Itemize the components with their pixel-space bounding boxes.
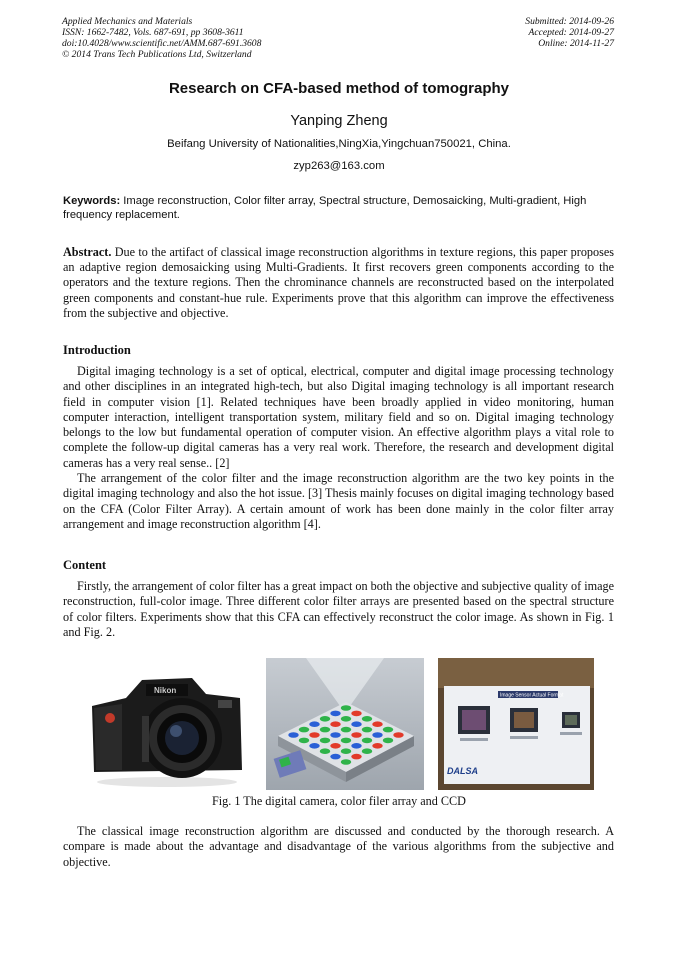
- journal-header-left: [62, 16, 261, 60]
- author-name: Yanping Zheng: [290, 113, 388, 129]
- doi-line: doi:10.4028/www.scientific.net/AMM.687-691.3608: [62, 38, 262, 49]
- bayer-filter-cell: [351, 721, 361, 727]
- abstract-label: Abstract.: [63, 245, 112, 259]
- bayer-filter-cell: [320, 716, 330, 722]
- abstract-text: Due to the artifact of classical image reconstruction algorithms in texture regions, this paper proposes an adaptive region demosaicking using Multi-Gradients. It first recovers green components according to the operators and the texture regions. Then the chrominance channels are reconstructed based on the interpolated green components and constant-hue rule. Experiments prove that this algorithm can improve the effectiveness from the subjective and objective.: [63, 245, 614, 320]
- bayer-filter-cell: [341, 727, 351, 733]
- bayer-filter-cell: [341, 748, 351, 754]
- bayer-filter-cell: [383, 738, 393, 744]
- issn-line: ISSN: 1662-7482, Vols. 687-691, pp 3608-3611: [62, 27, 244, 38]
- bayer-filter-cell: [288, 732, 298, 738]
- journal-header-right: [525, 16, 614, 49]
- introduction-heading: Introduction: [63, 343, 131, 357]
- bayer-filter-cell: [330, 732, 340, 738]
- introduction-section: [63, 343, 614, 532]
- online-date: Online: 2014-11-27: [538, 38, 614, 49]
- bayer-filter-cell: [320, 727, 330, 733]
- introduction-paragraph-2: The arrangement of the color filter and the image reconstruction algorithm are the two key points in the digital imaging technology and also the hot issue. [3] Thesis mainly focuses on digital imaging technology based on the CFA (Color Filter Array). A certain amount of work has been done mainly in the color filter array arrangement and image reconstruction algorithm [4].: [63, 471, 614, 531]
- bayer-filter-cell: [362, 748, 372, 754]
- bayer-filter-cell: [320, 748, 330, 754]
- camera-brand-text: Nikon: [154, 686, 177, 695]
- bayer-filter-cell: [362, 727, 372, 733]
- bayer-filter-cell: [299, 727, 309, 733]
- bayer-filter-cell: [362, 716, 372, 722]
- figure-1-caption: Fig. 1 The digital camera, color filer array and CCD: [212, 794, 466, 808]
- ccd-sensors-image: [438, 658, 594, 790]
- sensor-board-title: Image Sensor Actual Format: [500, 692, 564, 699]
- bayer-filter-cell: [330, 743, 340, 749]
- bayer-filter-cell: [351, 754, 361, 760]
- bayer-filter-cell: [309, 721, 319, 727]
- bayer-filter-cell: [341, 759, 351, 765]
- keywords-text: Image reconstruction, Color filter array, Spectral structure, Demosaicking, Multi-gradient, High frequency replacement.: [63, 195, 587, 221]
- bayer-filter-cell: [299, 738, 309, 744]
- bayer-filter-cell: [383, 727, 393, 733]
- bayer-filter-cell: [330, 754, 340, 760]
- copyright-line: © 2014 Trans Tech Publications Ltd, Switzerland: [62, 49, 252, 60]
- content-continued: [63, 824, 614, 870]
- digital-camera-image: [82, 658, 252, 790]
- abstract: [63, 245, 614, 321]
- author-email[interactable]: zyp263@163.com: [293, 160, 385, 172]
- bayer-filter-cell: [341, 705, 351, 711]
- keywords: [63, 194, 614, 222]
- bayer-filter-cell: [341, 716, 351, 722]
- bayer-filter-cell: [309, 743, 319, 749]
- content-heading: Content: [63, 558, 107, 572]
- content-paragraph-1: Firstly, the arrangement of color filter has a great impact on both the objective and subjective quality of image reconstruction, full-color image. Three different color filter arrays are presented based on the spectral structure of color filters. Experiments show that this CFA can effectively reconstruct the color image. As shown in Fig. 1 and Fig. 2.: [63, 579, 614, 639]
- affiliation: Beifang University of Nationalities,NingXia,Yingchuan750021, China.: [167, 138, 511, 150]
- bayer-filter-cell: [351, 743, 361, 749]
- submitted-date: Submitted: 2014-09-26: [525, 16, 614, 27]
- paper-title: Research on CFA-based method of tomography: [168, 80, 510, 97]
- bayer-filter-cell: [330, 721, 340, 727]
- bayer-filter-cell: [372, 732, 382, 738]
- figure-1: [82, 658, 594, 790]
- bayer-filter-cell: [309, 732, 319, 738]
- accepted-date: Accepted: 2014-09-27: [528, 27, 614, 38]
- color-filter-array-image: [266, 658, 424, 790]
- keywords-label: Keywords:: [63, 195, 121, 207]
- journal-name: Applied Mechanics and Materials: [62, 16, 193, 27]
- bayer-filter-cell: [341, 738, 351, 744]
- bayer-filter-cell: [372, 743, 382, 749]
- dalsa-logo: DALSA: [447, 766, 478, 776]
- content-paragraph-2: The classical image reconstruction algorithm are discussed and conducted by the thorough research. A compare is made about the advantage and disadvantage of the various algorithms from the subjective and objective.: [63, 824, 614, 869]
- bayer-filter-cell: [351, 732, 361, 738]
- bayer-filter-cell: [330, 711, 340, 717]
- content-section: [63, 558, 614, 640]
- introduction-paragraph-1: Digital imaging technology is a set of optical, electrical, computer and digital image processing technology and other disciplines in an integrated high-tech, but also Digital imaging technology is all important research field in computer vision [1]. Related techniques have been broadly applied in video monitoring, human computer interaction, intelligent transportation system, military field and so on. Digital imaging technology belongs to the low but fundamental operation of computer vision. An effective algorithm plays a vital role to complete the follow-up digital cameras has a very real work. Therefore, the research and development digital cameras has a very real sense.. [2]: [63, 364, 614, 470]
- bayer-filter-cell: [351, 711, 361, 717]
- bayer-filter-cell: [362, 738, 372, 744]
- bayer-filter-cell: [393, 732, 403, 738]
- bayer-filter-cell: [372, 721, 382, 727]
- bayer-filter-cell: [320, 738, 330, 744]
